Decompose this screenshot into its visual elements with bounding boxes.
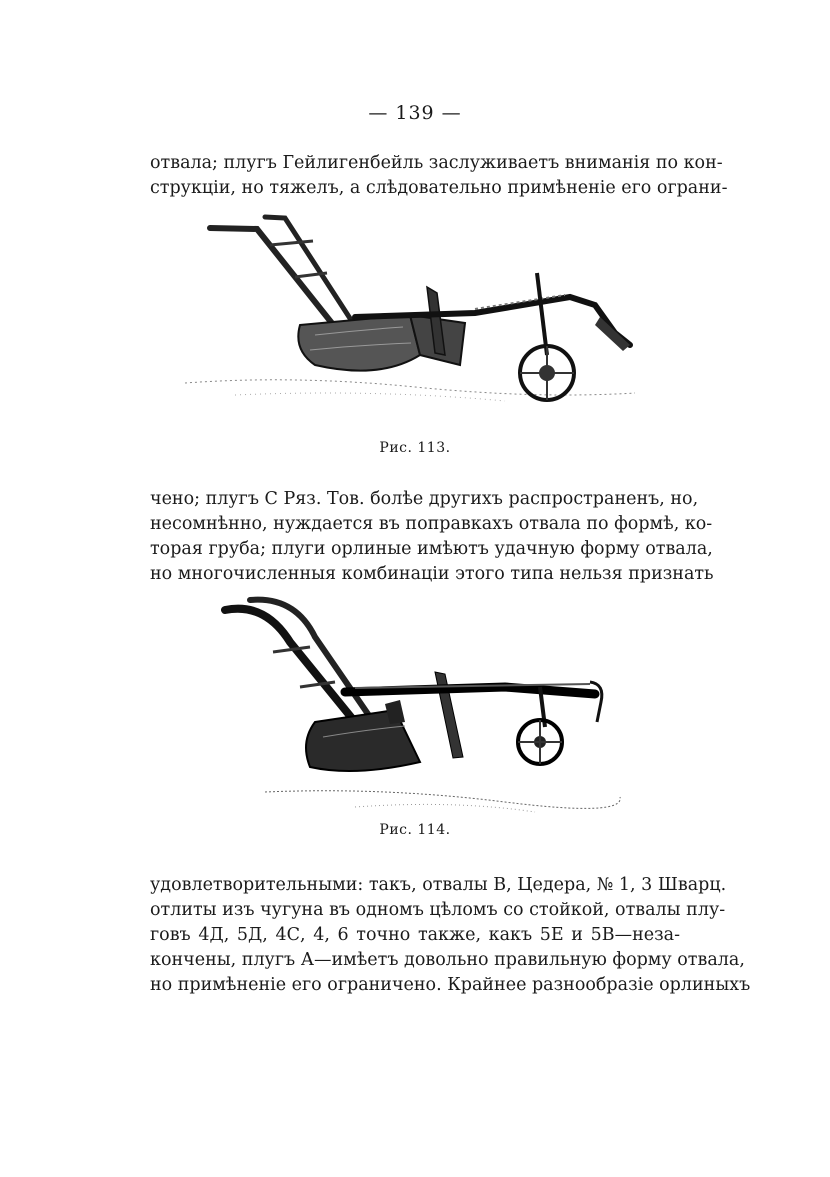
- paragraph-1: [150, 151, 728, 201]
- paragraph-3: [150, 873, 751, 998]
- figure-114-caption: Рис. 114.: [379, 822, 451, 838]
- text-line: удовлетворительными: такъ, отвалы В, Цедера, № 1, 3 Шварц.: [150, 875, 727, 895]
- text-line: струкціи, но тяжелъ, а слѣдовательно примѣненіе его ограни-: [150, 178, 728, 198]
- text-line: отлиты изъ чугуна въ одномъ цѣломъ со стойкой, отвалы плу-: [150, 900, 726, 920]
- text-line: говъ 4Д, 5Д, 4С, 4, 6 точно также, какъ 5Е и 5В—неза-: [150, 925, 680, 945]
- text-line: кончены, плугъ А—имѣетъ довольно правильную форму отвала,: [150, 950, 745, 970]
- paragraph-2: [150, 487, 714, 587]
- text-line: несомнѣнно, нуждается въ поправкахъ отвала по формѣ, ко-: [150, 514, 713, 534]
- text-line: торая груба; плуги орлиные имѣютъ удачную форму отвала,: [150, 539, 713, 559]
- text-line: но примѣненіе его ограничено. Крайнее разнообразіе орлиныхъ: [150, 975, 751, 995]
- text-line: но многочисленныя комбинаціи этого типа нельзя признать: [150, 564, 714, 584]
- figure-113-caption: Рис. 113.: [379, 440, 451, 456]
- text-line: чено; плугъ С Ряз. Тов. болѣе другихъ распространенъ, но,: [150, 489, 699, 509]
- figure-114-plough-illustration: [205, 592, 625, 822]
- text-line: отвала; плугъ Гейлигенбейль заслуживаетъ вниманія по кон-: [150, 153, 723, 173]
- page-number: — 139 —: [368, 102, 462, 124]
- figure-113-plough-illustration: [175, 205, 645, 420]
